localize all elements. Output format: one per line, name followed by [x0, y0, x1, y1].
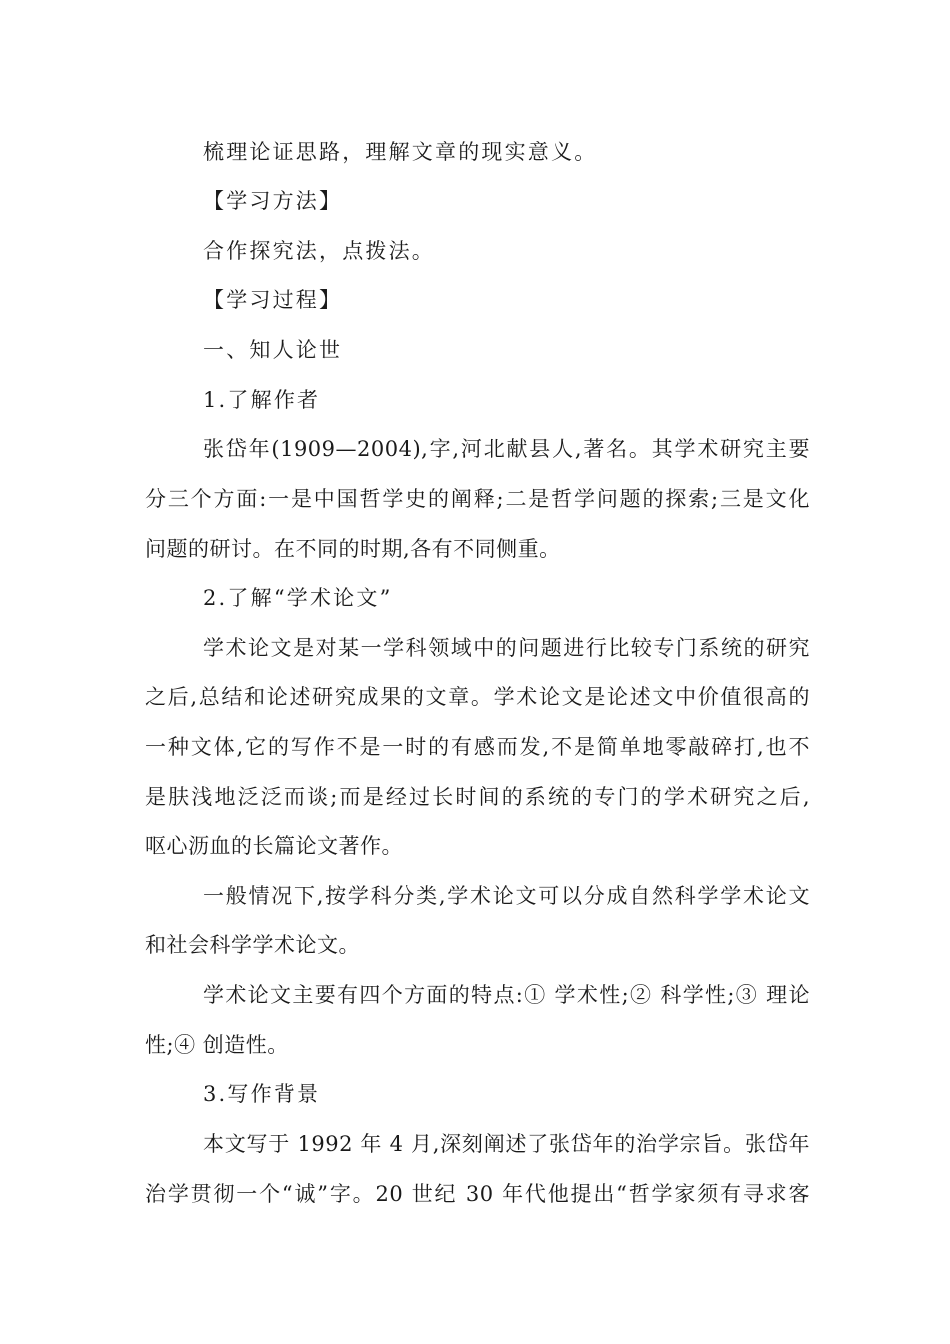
author-paragraph-line: 张岱年(1909—2004),字,河北献县人,著名。其学术研究主要: [203, 437, 810, 461]
subheading-author: 1.了解作者: [203, 388, 321, 412]
subheading-academic-paper: 2.了解“学术论文”: [203, 586, 393, 610]
method-heading: 【学习方法】: [203, 189, 343, 213]
classification-paragraph-line: 一般情况下,按学科分类,学术论文可以分成自然科学学术论文: [203, 884, 810, 908]
paper-paragraph-line: 一种文体,它的写作不是一时的有感而发,不是简单地零敲碎打,也不: [145, 735, 810, 759]
author-paragraph-line: 分三个方面:一是中国哲学史的阐释;二是哲学问题的探索;三是文化: [145, 487, 810, 511]
subheading-background: 3.写作背景: [203, 1082, 321, 1106]
objective-tail-line: 梳理论证思路，理解文章的现实意义。: [203, 140, 598, 164]
paper-paragraph-line: 学术论文是对某一学科领域中的问题进行比较专门系统的研究: [203, 636, 810, 660]
background-paragraph-line: 本文写于 1992 年 4 月,深刻阐述了张岱年的治学宗旨。张岱年: [203, 1132, 810, 1156]
section-heading-know-people: 一、知人论世: [203, 338, 343, 362]
features-paragraph-line: 性;④ 创造性。: [145, 1033, 289, 1057]
paper-paragraph-line: 之后,总结和论述研究成果的文章。学术论文是论述文中价值很高的: [145, 685, 810, 709]
background-paragraph-line: 治学贯彻一个“诚”字。20 世纪 30 年代他提出“哲学家须有寻求客: [145, 1182, 810, 1206]
paper-paragraph-line: 呕心沥血的长篇论文著作。: [145, 834, 403, 858]
author-paragraph-line: 问题的研讨。在不同的时期,各有不同侧重。: [145, 537, 561, 561]
process-heading: 【学习过程】: [203, 288, 343, 312]
paper-paragraph-line: 是肤浅地泛泛而谈;而是经过长时间的系统的专门的学术研究之后,: [145, 785, 810, 809]
classification-paragraph-line: 和社会科学学术论文。: [145, 933, 360, 957]
method-body: 合作探究法，点拨法。: [203, 239, 435, 263]
features-paragraph-line: 学术论文主要有四个方面的特点:① 学术性;② 科学性;③ 理论: [203, 983, 810, 1007]
